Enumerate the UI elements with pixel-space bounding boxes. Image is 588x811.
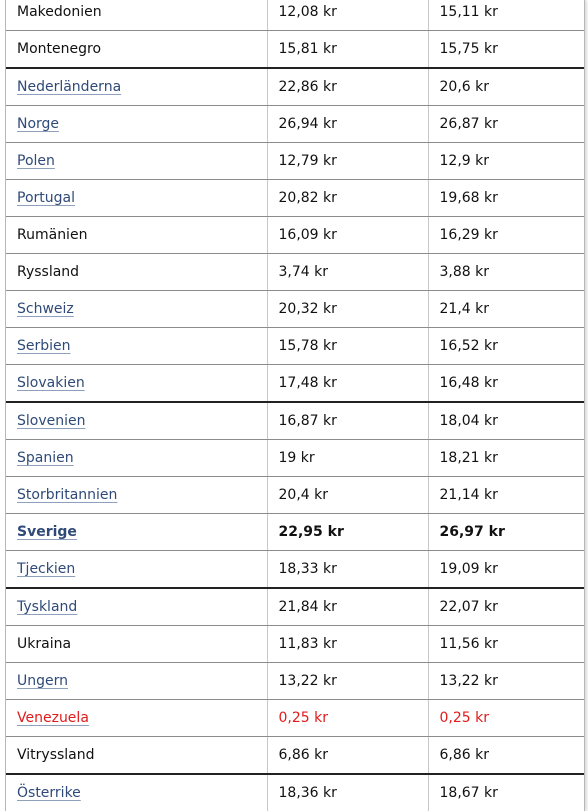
price-cell-2: 12,9 kr [428,143,584,180]
country-cell [6,106,267,143]
country-cell [6,291,267,328]
country-cell [6,440,267,477]
price-cell-2: 18,04 kr [428,402,584,440]
country-name: Ryssland [17,264,80,280]
price-cell-1: 0,25 kr [267,700,428,737]
price-cell-2: 18,67 kr [428,774,584,811]
table-row [6,774,584,811]
price-cell-1: 17,48 kr [267,365,428,403]
country-cell [6,68,267,106]
price-cell-1: 22,86 kr [267,68,428,106]
table-row-warning [6,700,584,737]
country-link[interactable]: Slovakien [17,375,85,391]
country-name: Ukraina [17,636,72,652]
price-cell-2: 0,25 kr [428,700,584,737]
country-link[interactable]: Slovenien [17,413,86,429]
price-cell-2: 21,4 kr [428,291,584,328]
price-cell-1: 20,32 kr [267,291,428,328]
table-row [6,291,584,328]
country-link[interactable]: Spanien [17,450,74,466]
country-cell [6,737,267,775]
price-cell-2: 11,56 kr [428,626,584,663]
country-link[interactable]: Sverige [17,524,77,540]
country-link[interactable]: Tyskland [17,599,78,615]
price-cell-1: 15,81 kr [267,31,428,69]
price-cell-2: 16,52 kr [428,328,584,365]
price-cell-1: 18,33 kr [267,551,428,589]
price-cell-2: 15,75 kr [428,31,584,69]
country-link[interactable]: Polen [17,153,55,169]
price-cell-2: 20,6 kr [428,68,584,106]
price-cell-1: 11,83 kr [267,626,428,663]
table-row [6,143,584,180]
country-cell [6,328,267,365]
country-link[interactable]: Venezuela [17,710,89,726]
country-name: Montenegro [17,41,102,57]
table-row [6,626,584,663]
table-row [6,180,584,217]
price-cell-1: 16,87 kr [267,402,428,440]
table-row [6,0,584,31]
table-row [6,477,584,514]
price-cell-1: 12,79 kr [267,143,428,180]
country-cell [6,217,267,254]
country-cell [6,626,267,663]
country-cell [6,0,267,31]
country-link[interactable]: Storbritannien [17,487,118,503]
price-cell-1: 12,08 kr [267,0,428,31]
table-row [6,106,584,143]
price-cell-1: 19 kr [267,440,428,477]
price-cell-2: 18,21 kr [428,440,584,477]
table-row [6,588,584,626]
price-cell-1: 26,94 kr [267,106,428,143]
country-link[interactable]: Portugal [17,190,75,206]
price-cell-1: 13,22 kr [267,663,428,700]
table-row [6,31,584,69]
price-cell-1: 22,95 kr [267,514,428,551]
price-cell-2: 3,88 kr [428,254,584,291]
price-cell-2: 13,22 kr [428,663,584,700]
table-row [6,551,584,589]
price-cell-1: 6,86 kr [267,737,428,775]
table-row [6,254,584,291]
table-row [6,440,584,477]
table-row [6,402,584,440]
table-row [6,663,584,700]
price-cell-1: 18,36 kr [267,774,428,811]
country-cell [6,551,267,589]
price-cell-1: 16,09 kr [267,217,428,254]
country-name: Vitryssland [17,747,95,763]
country-link[interactable]: Ungern [17,673,69,689]
country-cell [6,254,267,291]
table-row [6,68,584,106]
price-cell-1: 20,82 kr [267,180,428,217]
country-name: Rumänien [17,227,88,243]
table-row [6,217,584,254]
country-link[interactable]: Schweiz [17,301,74,317]
price-cell-2: 21,14 kr [428,477,584,514]
price-table [6,0,584,811]
country-cell [6,514,267,551]
country-cell [6,663,267,700]
table-row-highlighted [6,514,584,551]
country-link[interactable]: Norge [17,116,60,132]
country-cell [6,700,267,737]
country-name: Makedonien [17,4,102,20]
price-cell-2: 26,97 kr [428,514,584,551]
price-cell-2: 19,09 kr [428,551,584,589]
price-cell-2: 26,87 kr [428,106,584,143]
country-link[interactable]: Nederländerna [17,79,122,95]
country-cell [6,477,267,514]
price-cell-2: 19,68 kr [428,180,584,217]
country-cell [6,143,267,180]
price-cell-2: 22,07 kr [428,588,584,626]
price-cell-1: 3,74 kr [267,254,428,291]
price-table-frame [5,0,585,811]
price-cell-2: 16,29 kr [428,217,584,254]
country-cell [6,365,267,403]
country-link[interactable]: Serbien [17,338,71,354]
price-cell-2: 15,11 kr [428,0,584,31]
country-cell [6,588,267,626]
price-cell-1: 21,84 kr [267,588,428,626]
country-cell [6,402,267,440]
price-cell-1: 20,4 kr [267,477,428,514]
table-row [6,365,584,403]
table-row [6,328,584,365]
country-cell [6,774,267,811]
table-row [6,737,584,775]
price-cell-2: 6,86 kr [428,737,584,775]
price-cell-2: 16,48 kr [428,365,584,403]
country-cell [6,180,267,217]
country-cell [6,31,267,69]
country-link[interactable]: Tjeckien [17,561,76,577]
country-link[interactable]: Österrike [17,785,81,801]
price-cell-1: 15,78 kr [267,328,428,365]
